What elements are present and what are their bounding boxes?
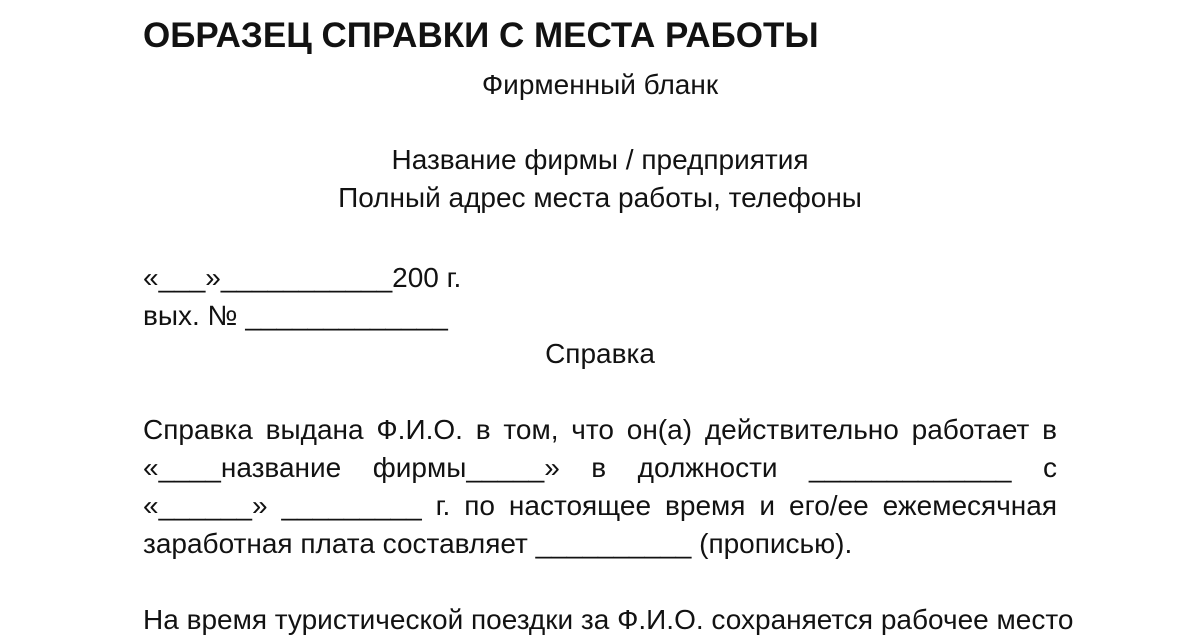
certificate-document: [0, 14, 1200, 639]
certificate-paragraph-line-4: заработная плата составляет __________ (прописью).: [143, 528, 853, 559]
certificate-paragraph-line-2: «____название фирмы_____» в должности _____________ с: [143, 452, 1057, 483]
certificate-paragraph: [143, 411, 1057, 563]
page-title: ОБРАЗЕЦ СПРАВКИ С МЕСТА РАБОТЫ: [143, 16, 819, 55]
outgoing-number-line: вых. № _____________: [143, 300, 448, 331]
certificate-paragraph-line-1: Справка выдана Ф.И.О. в том, что он(а) действительно работает в: [143, 414, 1057, 445]
address-placeholder: Полный адрес места работы, телефоны: [338, 182, 862, 213]
date-line: «___»___________200 г.: [143, 262, 462, 293]
certificate-paragraph-line-3: «______» _________ г. по настоящее время и его/ее ежемесячная: [143, 490, 1057, 521]
certificate-heading: Справка: [545, 338, 655, 369]
company-name-placeholder: Название фирмы / предприятия: [391, 144, 809, 175]
letterhead-label: Фирменный бланк: [481, 69, 719, 100]
job-retention-line: На время туристической поездки за Ф.И.О. сохраняется рабочее место: [143, 604, 1074, 635]
